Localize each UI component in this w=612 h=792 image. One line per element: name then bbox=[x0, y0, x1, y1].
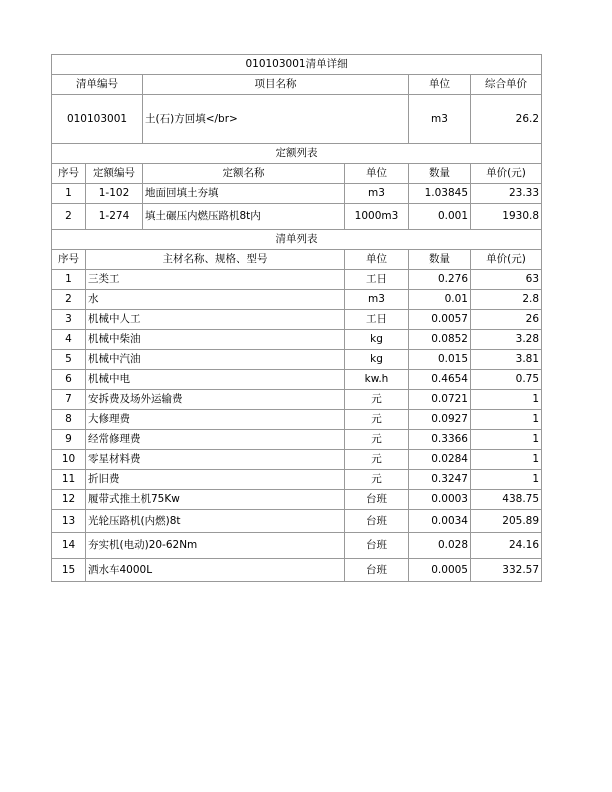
material-seq: 6 bbox=[52, 370, 86, 390]
quota-unit: 1000m3 bbox=[345, 204, 409, 230]
material-seq: 11 bbox=[52, 470, 86, 490]
material-row bbox=[52, 270, 542, 290]
list-unit-header: 单位 bbox=[409, 75, 471, 95]
material-name-header: 主材名称、规格、型号 bbox=[86, 250, 345, 270]
quota-seq: 2 bbox=[52, 204, 86, 230]
material-unit-price: 438.75 bbox=[471, 490, 542, 510]
material-row bbox=[52, 559, 542, 582]
material-name: 机械中柴油 bbox=[86, 330, 345, 350]
material-unit-price: 3.28 bbox=[471, 330, 542, 350]
material-unit-price: 1 bbox=[471, 470, 542, 490]
material-unit: 工日 bbox=[345, 270, 409, 290]
material-unit: 元 bbox=[345, 450, 409, 470]
quota-quantity: 1.03845 bbox=[409, 184, 471, 204]
material-seq: 10 bbox=[52, 450, 86, 470]
material-row bbox=[52, 490, 542, 510]
material-unit-price: 24.16 bbox=[471, 533, 542, 559]
material-unit: m3 bbox=[345, 290, 409, 310]
material-unit: kw.h bbox=[345, 370, 409, 390]
material-row bbox=[52, 450, 542, 470]
material-seq: 4 bbox=[52, 330, 86, 350]
quota-unit-price: 23.33 bbox=[471, 184, 542, 204]
material-unit: 元 bbox=[345, 470, 409, 490]
material-unit: 元 bbox=[345, 410, 409, 430]
material-name: 洒水车4000L bbox=[86, 559, 345, 582]
material-quantity: 0.3247 bbox=[409, 470, 471, 490]
detail-table bbox=[51, 54, 542, 582]
material-seq: 13 bbox=[52, 510, 86, 533]
material-quantity: 0.0005 bbox=[409, 559, 471, 582]
material-unit: 台班 bbox=[345, 490, 409, 510]
material-quantity: 0.0034 bbox=[409, 510, 471, 533]
material-unit-price: 332.57 bbox=[471, 559, 542, 582]
material-seq: 5 bbox=[52, 350, 86, 370]
material-unit-price: 2.8 bbox=[471, 290, 542, 310]
material-name: 零星材料费 bbox=[86, 450, 345, 470]
material-unit-price: 1 bbox=[471, 450, 542, 470]
material-row bbox=[52, 310, 542, 330]
material-quantity: 0.015 bbox=[409, 350, 471, 370]
material-unit: 台班 bbox=[345, 510, 409, 533]
material-quantity: 0.0721 bbox=[409, 390, 471, 410]
material-quantity: 0.0284 bbox=[409, 450, 471, 470]
quota-unit: m3 bbox=[345, 184, 409, 204]
material-unit-price: 205.89 bbox=[471, 510, 542, 533]
table-title: 010103001清单详细 bbox=[52, 55, 542, 75]
item-name-header: 项目名称 bbox=[143, 75, 409, 95]
material-unit-header: 单位 bbox=[345, 250, 409, 270]
material-name: 机械中汽油 bbox=[86, 350, 345, 370]
material-seq: 15 bbox=[52, 559, 86, 582]
material-row bbox=[52, 390, 542, 410]
material-unit: 台班 bbox=[345, 559, 409, 582]
material-name: 机械中人工 bbox=[86, 310, 345, 330]
material-section-title: 清单列表 bbox=[52, 230, 542, 250]
quota-code: 1-274 bbox=[86, 204, 143, 230]
material-row bbox=[52, 370, 542, 390]
material-row bbox=[52, 430, 542, 450]
material-quantity: 0.0927 bbox=[409, 410, 471, 430]
quota-name: 填土碾压内燃压路机8t内 bbox=[143, 204, 345, 230]
material-name: 三类工 bbox=[86, 270, 345, 290]
material-quantity: 0.276 bbox=[409, 270, 471, 290]
material-quantity-header: 数量 bbox=[409, 250, 471, 270]
material-seq: 7 bbox=[52, 390, 86, 410]
quota-code-header: 定额编号 bbox=[86, 164, 143, 184]
material-unit-price: 3.81 bbox=[471, 350, 542, 370]
material-name: 机械中电 bbox=[86, 370, 345, 390]
material-name: 履带式推土机75Kw bbox=[86, 490, 345, 510]
material-row bbox=[52, 410, 542, 430]
material-name: 经常修理费 bbox=[86, 430, 345, 450]
material-unit: 元 bbox=[345, 390, 409, 410]
quota-section-title: 定额列表 bbox=[52, 144, 542, 164]
material-unit-price-header: 单价(元) bbox=[471, 250, 542, 270]
material-unit-price: 1 bbox=[471, 410, 542, 430]
material-seq: 12 bbox=[52, 490, 86, 510]
material-unit: 台班 bbox=[345, 533, 409, 559]
material-quantity: 0.4654 bbox=[409, 370, 471, 390]
composite-price-value: 26.2 bbox=[471, 95, 542, 144]
material-seq: 3 bbox=[52, 310, 86, 330]
material-unit-price: 0.75 bbox=[471, 370, 542, 390]
material-name: 夯实机(电动)20-62Nm bbox=[86, 533, 345, 559]
material-name: 安拆费及场外运输费 bbox=[86, 390, 345, 410]
material-name: 光轮压路机(内燃)8t bbox=[86, 510, 345, 533]
material-seq: 9 bbox=[52, 430, 86, 450]
material-row bbox=[52, 510, 542, 533]
material-unit: kg bbox=[345, 330, 409, 350]
item-name-value: 土(石)方回填</br> bbox=[143, 95, 409, 144]
material-row bbox=[52, 350, 542, 370]
material-name: 折旧费 bbox=[86, 470, 345, 490]
material-unit-price: 63 bbox=[471, 270, 542, 290]
list-code-value: 010103001 bbox=[52, 95, 143, 144]
material-unit-price: 1 bbox=[471, 390, 542, 410]
quota-name: 地面回填土夯填 bbox=[143, 184, 345, 204]
material-seq: 2 bbox=[52, 290, 86, 310]
material-unit: 元 bbox=[345, 430, 409, 450]
material-name: 大修理费 bbox=[86, 410, 345, 430]
material-row bbox=[52, 533, 542, 559]
material-quantity: 0.0057 bbox=[409, 310, 471, 330]
material-unit-price: 1 bbox=[471, 430, 542, 450]
material-unit-price: 26 bbox=[471, 310, 542, 330]
quota-unit-price: 1930.8 bbox=[471, 204, 542, 230]
material-unit: 工日 bbox=[345, 310, 409, 330]
quota-unit-price-header: 单价(元) bbox=[471, 164, 542, 184]
material-row bbox=[52, 330, 542, 350]
material-quantity: 0.0003 bbox=[409, 490, 471, 510]
material-quantity: 0.028 bbox=[409, 533, 471, 559]
quota-quantity-header: 数量 bbox=[409, 164, 471, 184]
material-name: 水 bbox=[86, 290, 345, 310]
material-seq: 1 bbox=[52, 270, 86, 290]
material-quantity: 0.01 bbox=[409, 290, 471, 310]
quota-unit-header: 单位 bbox=[345, 164, 409, 184]
list-code-header: 清单编号 bbox=[52, 75, 143, 95]
material-unit: kg bbox=[345, 350, 409, 370]
quota-quantity: 0.001 bbox=[409, 204, 471, 230]
material-row bbox=[52, 470, 542, 490]
material-quantity: 0.0852 bbox=[409, 330, 471, 350]
quota-seq-header: 序号 bbox=[52, 164, 86, 184]
quota-name-header: 定额名称 bbox=[143, 164, 345, 184]
list-unit-value: m3 bbox=[409, 95, 471, 144]
material-seq-header: 序号 bbox=[52, 250, 86, 270]
composite-price-header: 综合单价 bbox=[471, 75, 542, 95]
material-row bbox=[52, 290, 542, 310]
material-seq: 8 bbox=[52, 410, 86, 430]
quota-seq: 1 bbox=[52, 184, 86, 204]
material-seq: 14 bbox=[52, 533, 86, 559]
quota-code: 1-102 bbox=[86, 184, 143, 204]
material-quantity: 0.3366 bbox=[409, 430, 471, 450]
